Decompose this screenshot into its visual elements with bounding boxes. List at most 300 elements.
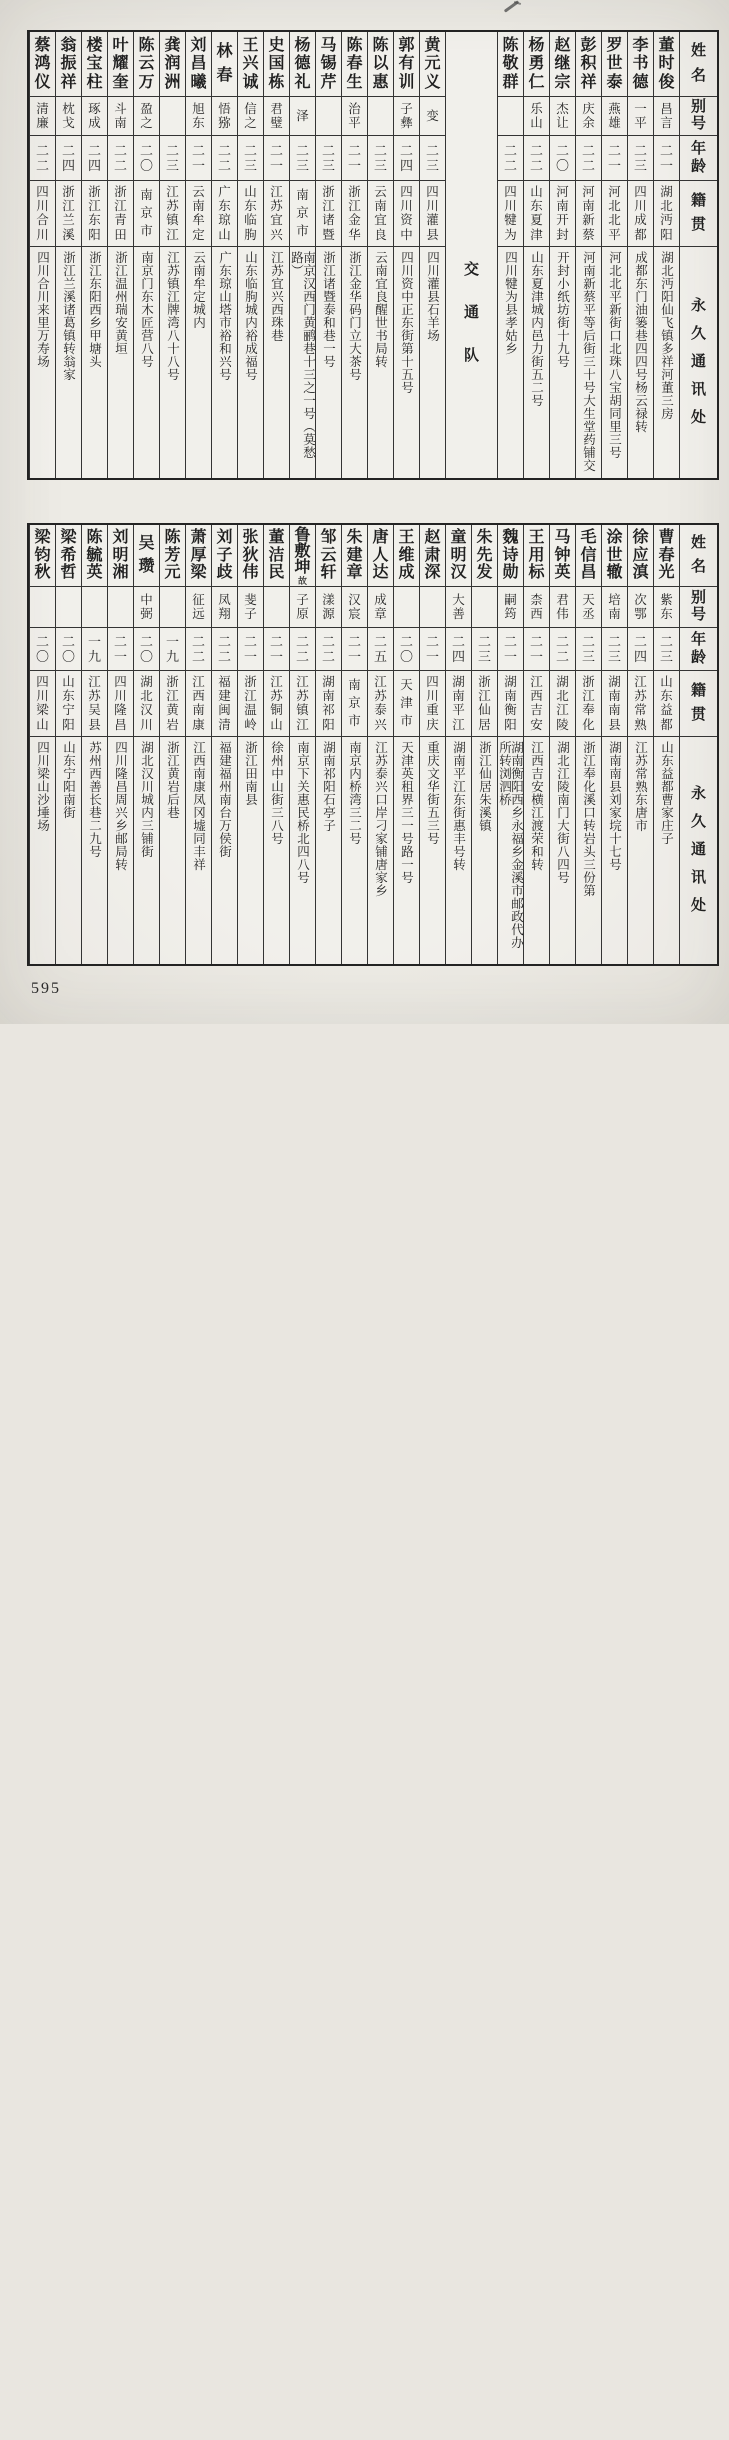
age-text: 二 一 [503,634,517,664]
alias-text: 泽 [296,108,309,123]
native-cell [134,671,159,737]
native-text: 浙 江 奉 化 [582,674,595,732]
age-text: 二 二 [321,634,335,664]
name-text: 涂 世 辙 [606,528,623,582]
age-text: 二 〇 [35,634,49,664]
age-text: 二 三 [373,143,387,173]
name-text: 曹 春 光 [658,528,675,582]
address-text: 湖南祁阳石亭子 [321,741,336,832]
native-cell [160,181,185,247]
native-text: 南 京 市 [140,188,153,239]
person-column [419,32,445,478]
name-cell [394,32,419,97]
age-cell [290,136,315,181]
native-cell [134,181,159,247]
name-text: 罗 世 泰 [606,36,623,91]
address-text: 浙江仙居朱溪镇 [477,741,492,832]
native-text: 湖 南 祁 阳 [322,674,335,732]
native-cell [576,671,601,737]
alias-cell [108,587,133,628]
age-text: 二 〇 [61,634,75,664]
address-text: 南京内桥湾三二号 [347,741,362,845]
name-text: 陈 以 惠 [372,36,389,91]
name-cell [264,525,289,587]
alias-text: 乐 山 [530,102,543,130]
age-cell [654,628,679,671]
age-text: 二 二 [217,634,231,664]
age-text: 二 〇 [399,634,413,664]
age-cell [550,136,575,181]
address-text: 四川梁山沙埵场 [35,741,50,832]
age-cell [108,136,133,181]
alias-cell [316,97,341,136]
native-cell [82,671,107,737]
alias-text: 君 伟 [556,593,569,621]
name-text: 叶 耀 奎 [112,36,129,91]
roster-table-top [27,30,719,480]
native-cell [628,181,653,247]
address-text: 浙江奉化溪口转岩头三份第 [581,741,596,897]
name-cell [186,32,211,97]
native-text: 江 苏 镇 江 [296,674,309,732]
alias-cell [368,97,393,136]
native-text: 河 南 开 封 [556,184,569,242]
alias-text: 培 南 [608,593,621,621]
address-text: 天津英租界三一号路一号 [399,741,414,884]
name-cell [82,32,107,97]
native-text: 湖 北 沔 阳 [660,184,673,242]
person-column [185,32,211,478]
age-cell [654,136,679,181]
alias-text: 枕 戈 [62,102,75,130]
age-cell [342,628,367,671]
name-cell [472,525,497,587]
name-cell [316,32,341,97]
native-text: 广 东 琼 山 [218,184,231,242]
native-cell [550,181,575,247]
age-text: 二 三 [633,143,647,173]
native-cell [108,671,133,737]
header-cell-address [680,737,717,964]
age-cell [316,628,341,671]
address-text: 南京汉西门黄鹂巷十三之一号（莫愁路） [289,251,316,459]
address-cell [420,247,445,478]
alias-cell [264,587,289,628]
age-cell [160,628,185,671]
native-cell [56,671,81,737]
alias-cell [446,587,471,628]
name-cell [576,525,601,587]
person-column [523,525,549,964]
address-cell [446,737,471,964]
age-text: 二 三 [607,634,621,664]
age-text: 一 九 [165,634,179,664]
name-cell [550,32,575,97]
native-text: 浙 江 东 阳 [88,184,101,242]
age-cell [342,136,367,181]
address-text: 开封小纸坊街十九号 [555,251,570,368]
age-cell [238,628,263,671]
alias-cell [576,97,601,136]
alias-text: 成 章 [374,593,387,621]
age-text: 二 二 [217,143,231,173]
age-cell [108,628,133,671]
address-text: 广东琼山塔市裕和兴号 [217,251,232,381]
native-text: 南 京 市 [348,678,361,729]
address-cell [186,737,211,964]
name-text: 赵 肃 深 [424,528,441,582]
header-label-native: 籍 贯 [690,682,706,724]
age-cell [56,136,81,181]
alias-cell [186,587,211,628]
age-cell [628,136,653,181]
name-cell [56,32,81,97]
name-text: 邹 云 轩 [320,528,337,582]
age-text: 二 一 [113,634,127,664]
group-divider-column [445,32,497,478]
header-label-alias: 别 号 [690,99,706,132]
person-column [601,32,627,478]
native-cell [420,181,445,247]
age-cell [238,136,263,181]
person-column [471,525,497,964]
alias-cell [56,97,81,136]
person-column [549,525,575,964]
native-cell [628,671,653,737]
native-cell [550,671,575,737]
native-cell [186,671,211,737]
person-column [393,32,419,478]
roster-table-bottom [27,523,719,966]
address-cell [264,247,289,478]
native-text: 湖 南 南 县 [608,674,621,732]
alias-cell [30,587,55,628]
native-text: 江 苏 宜 兴 [270,184,283,242]
age-cell [628,628,653,671]
alias-cell [602,587,627,628]
native-cell [108,181,133,247]
age-cell [186,136,211,181]
native-cell [498,181,523,247]
name-text: 杨 德 礼 [294,36,311,91]
name-cell [290,32,315,97]
person-column [341,32,367,478]
person-column [159,32,185,478]
person-column [627,32,653,478]
native-text: 南 京 市 [296,188,309,239]
native-text: 江 苏 泰 兴 [374,674,387,732]
age-text: 二 一 [347,634,361,664]
name-cell [56,525,81,587]
age-cell [30,136,55,181]
age-cell [264,628,289,671]
name-text: 朱 先 发 [476,528,493,582]
age-text: 二 二 [581,143,595,173]
name-text: 董 时 俊 [658,36,675,91]
alias-cell [420,97,445,136]
name-text: 梁 钧 秋 [34,528,51,582]
name-cell [342,32,367,97]
age-text: 二 三 [659,634,673,664]
native-cell [342,181,367,247]
name-cell [212,525,237,587]
age-cell [550,628,575,671]
native-text: 浙 江 诸 暨 [322,184,335,242]
alias-cell [654,587,679,628]
address-cell [550,247,575,478]
age-text: 二 五 [373,634,387,664]
native-text: 江 西 吉 安 [530,674,543,732]
name-text: 陈 春 生 [346,36,363,91]
address-text: 浙江兰溪诸葛镇转翁家 [61,251,76,381]
name-cell [238,525,263,587]
native-cell [264,181,289,247]
age-text: 二 四 [61,143,75,173]
alias-cell [524,587,549,628]
native-cell [524,671,549,737]
age-text: 二 二 [191,634,205,664]
address-cell [368,737,393,964]
header-column [679,32,717,478]
native-text: 山 东 临 朐 [244,184,257,242]
age-cell [30,628,55,671]
person-column [107,32,133,478]
native-text: 山 东 宁 阳 [62,674,75,732]
age-cell [498,628,523,671]
person-column [29,32,55,478]
native-text: 江 苏 常 熟 [634,674,647,732]
address-cell [160,247,185,478]
address-cell [498,247,523,478]
name-text: 彭 积 祥 [580,36,597,91]
native-cell [30,181,55,247]
person-column [237,32,263,478]
address-cell [290,737,315,964]
age-text: 二 四 [633,634,647,664]
native-cell [316,181,341,247]
age-text: 二 二 [35,143,49,173]
age-text: 二 三 [165,143,179,173]
alias-text: 紫 东 [660,593,673,621]
address-cell [56,737,81,964]
native-cell [394,181,419,247]
header-label-age: 年 龄 [690,140,706,175]
address-text: 江西吉安横江渡荣和转 [529,741,544,871]
address-text: 浙江金华码门立大茶号 [347,251,362,381]
address-cell [264,737,289,964]
age-text: 二 三 [295,143,309,173]
address-text: 江苏宜兴西珠巷 [269,251,284,342]
person-column [133,525,159,964]
person-column [341,525,367,964]
alias-cell [628,97,653,136]
address-cell [212,247,237,478]
alias-cell [420,587,445,628]
alias-cell [368,587,393,628]
person-column [575,525,601,964]
name-cell [342,525,367,587]
name-cell [602,525,627,587]
age-text: 二 三 [581,634,595,664]
header-cell-age [680,136,717,181]
address-text: 南京下关惠民桥北四八号 [295,741,310,884]
address-cell [316,737,341,964]
header-label-name: 姓 名 [690,535,706,575]
age-text: 二 一 [191,143,205,173]
age-cell [420,136,445,181]
alias-text: 嗣 筠 [504,593,517,621]
deceased-note: 故 [297,576,307,586]
native-text: 浙 江 金 华 [348,184,361,242]
header-label-alias: 别 号 [690,590,706,623]
alias-text: 子 原 [296,593,309,621]
name-cell [420,32,445,97]
person-column [497,32,523,478]
alias-text: 汉 宸 [348,593,361,621]
address-text: 浙江田南县 [243,741,258,806]
person-column [133,32,159,478]
alias-cell [342,587,367,628]
age-cell [602,136,627,181]
name-text: 徐 应 滇 [632,528,649,582]
name-text: 楼 宝 柱 [86,36,103,91]
header-label-age: 年 龄 [690,631,706,666]
group-divider-label: 交 通 队 [463,261,479,364]
name-text: 魏 诗 勋 [502,528,519,582]
native-cell [602,671,627,737]
person-column [55,525,81,964]
native-text: 山 东 益 都 [660,674,673,732]
alias-cell [654,97,679,136]
address-text: 湖北沔阳仙飞镇多祥河董三房 [659,251,674,420]
alias-text: 斐 子 [244,593,257,621]
name-text: 刘 子 歧 [216,528,233,582]
age-cell [394,136,419,181]
alias-cell [134,97,159,136]
native-text: 河 南 新 蔡 [582,184,595,242]
name-text: 马 钟 英 [554,528,571,582]
name-cell [602,32,627,97]
name-text: 黄 元 义 [424,36,441,91]
native-cell [446,671,471,737]
native-text: 四 川 资 中 [400,184,413,242]
native-cell [186,181,211,247]
alias-text: 漾 源 [322,593,335,621]
address-text: 徐州中山街三八号 [269,741,284,845]
address-text: 江苏镇江牌湾八十八号 [165,251,180,381]
address-cell [238,737,263,964]
person-column [575,32,601,478]
age-cell [368,136,393,181]
alias-cell [30,97,55,136]
age-text: 二 三 [321,143,335,173]
alias-text: 一 平 [634,102,647,130]
address-text: 四川资中正东街第十五号 [399,251,414,394]
alias-text: 琢 成 [88,102,101,130]
name-text: 陈 敬 群 [502,36,519,91]
header-cell-age [680,628,717,671]
address-cell [550,737,575,964]
address-text: 福建福州南台万侯街 [217,741,232,858]
name-cell [160,32,185,97]
header-label-address: 永 久 通 讯 处 [690,298,706,426]
alias-text: 斗 南 [114,102,127,130]
address-cell [472,737,497,964]
address-cell [108,737,133,964]
age-text: 二 一 [243,634,257,664]
native-cell [290,671,315,737]
address-text: 湖南衡阳西乡永福乡金溪市邮政代办所转浏泗桥 [497,741,524,949]
native-text: 浙 江 青 田 [114,184,127,242]
alias-cell [134,587,159,628]
person-column [81,525,107,964]
native-text: 湖 北 江 陵 [556,674,569,732]
age-cell [576,136,601,181]
age-text: 二 二 [295,634,309,664]
name-text: 毛 信 昌 [580,528,597,582]
header-label-name: 姓 名 [690,43,706,84]
address-text: 四川犍为县孝姑乡 [503,251,518,355]
native-text: 浙 江 黄 岩 [166,674,179,732]
name-cell [654,525,679,587]
name-text: 王 用 标 [528,528,545,582]
person-column [549,32,575,478]
age-text: 二 一 [347,143,361,173]
name-text: 蔡 鸿 仪 [34,36,51,91]
age-cell [368,628,393,671]
age-cell [82,628,107,671]
address-cell [368,247,393,478]
native-text: 四 川 梁 山 [36,674,49,732]
person-column [653,32,679,478]
address-text: 山东临朐城内裕成福号 [243,251,258,381]
native-cell [472,671,497,737]
person-column [393,525,419,964]
native-text: 四 川 合 川 [36,184,49,242]
name-text: 陈 芳 元 [164,528,181,582]
age-cell [212,628,237,671]
alias-text: 君 璧 [270,102,283,130]
native-cell [342,671,367,737]
header-cell-name [680,525,717,587]
name-text: 李 书 德 [632,36,649,91]
name-cell [212,32,237,97]
address-cell [238,247,263,478]
alias-text: 大 善 [452,593,465,621]
header-cell-native [680,181,717,247]
person-column [497,525,523,964]
age-cell [82,136,107,181]
native-text: 浙 江 兰 溪 [62,184,75,242]
address-text: 湖南平江东街惠丰号转 [451,741,466,871]
alias-cell [316,587,341,628]
person-column [185,525,211,964]
native-cell [238,671,263,737]
age-cell [394,628,419,671]
alias-cell [264,97,289,136]
name-cell [576,32,601,97]
native-text: 江 西 南 康 [192,674,205,732]
alias-text: 信 之 [244,102,257,130]
name-text: 朱 建 章 [346,528,363,582]
header-cell-alias [680,97,717,136]
person-column [81,32,107,478]
address-cell [316,247,341,478]
native-cell [394,671,419,737]
person-column [263,525,289,964]
address-cell [602,737,627,964]
address-cell [524,737,549,964]
